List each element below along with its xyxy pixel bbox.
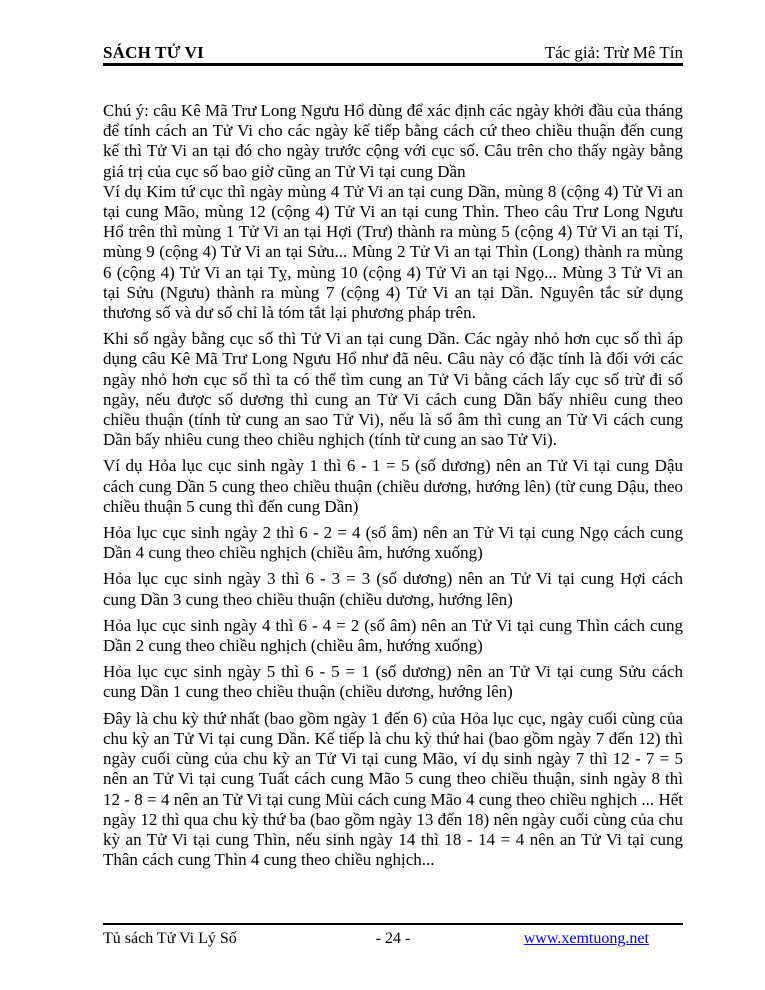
body-paragraph-day5: Hỏa lục cục sinh ngày 5 thì 6 - 5 = 1 (số dương) nên an Tử Vi tại cung Sửu cách cung Dần 1 cung theo chiều thuận (chiều dương, hướng lên): [103, 662, 683, 702]
footer-page-number: - 24 -: [375, 930, 411, 947]
page-footer: [103, 923, 683, 948]
page-header: [103, 0, 683, 66]
header-author: Tác giả: Trừ Mê Tín: [544, 43, 683, 62]
body-paragraph-note: Chú ý: câu Kê Mã Trư Long Ngưu Hổ dùng để xác định các ngày khởi đầu của tháng để tính cách an Tử Vi cho các ngày kế tiếp bằng cách cứ theo chiều thuận đến cung kế thì Tử Vi an tại đó cho ngày trước cộng với cục số. Câu trên cho thấy ngày bằng giá trị của cục số bao giờ cũng an Tử Vi tại cung Dần: [103, 101, 683, 181]
body-paragraph-rule: Khi số ngày bằng cục số thì Tử Vi an tại cung Dần. Các ngày nhỏ hơn cục số thì áp dụng câu Kê Mã Trư Long Ngưu Hổ như đã nêu. Câu này có đặc tính là đối với các ngày nhỏ hơn cục số thì ta có thể tìm cung an Tử Vi bằng cách lấy cục số trừ đi số ngày, nếu được số dương thì cung an Tử Vi cách cung Dần bấy nhiêu cung theo chiều thuận (tính từ cung an sao Tử Vi), nếu là số âm thì cung an Tử Vi cách cung Dần bấy nhiêu cung theo chiều nghịch (tính từ cung an sao Tử Vi).: [103, 329, 683, 450]
body-paragraph-day4: Hỏa lục cục sinh ngày 4 thì 6 - 4 = 2 (số âm) nên an Tử Vi tại cung Thìn cách cung Dần 2 cung theo chiều nghịch (chiều âm, hướng xuống): [103, 615, 683, 656]
body-paragraph-day3: Hỏa lục cục sinh ngày 3 thì 6 - 3 = 3 (số dương) nên an Tử Vi tại cung Hợi cách cung Dần 3 cung theo chiều thuận (chiều dương, hướng lên): [103, 569, 683, 609]
body-paragraph-day2: Hỏa lục cục sinh ngày 2 thì 6 - 2 = 4 (số âm) nên an Tử Vi tại cung Ngọ cách cung Dần 4 cung theo chiều nghịch (chiều âm, hướng xuống): [103, 523, 683, 563]
header-book-title: SÁCH TỬ VI: [103, 43, 204, 62]
footer-link-cell: [490, 929, 683, 948]
body-paragraph-day1: Ví dụ Hỏa lục cục sinh ngày 1 thì 6 - 1 = 5 (số dương) nên an Tử Vi tại cung Dậu cách cung Dần 5 cung theo chiều thuận (chiều dương, hướng lên) (từ cung Dậu, theo chiều thuận 5 cung thì đến cung Dần): [103, 456, 683, 516]
footer-website-link[interactable]: www.xemtuong.net: [523, 930, 649, 947]
footer-series-title: Tủ sách Tử Vi Lý Số: [103, 930, 237, 947]
body-paragraph-cycles: Đây là chu kỳ thứ nhất (bao gồm ngày 1 đến 6) của Hỏa lục cục, ngày cuối cùng của chu kỳ an Tử Vi tại cung Dần. Kế tiếp là chu kỳ thứ hai (bao gồm ngày 7 đến 12) thì ngày cuối cùng của chu kỳ an Tử Vi tại cung Mão, ví dụ sinh ngày 7 thì 12 - 7 = 5 nên an Tử Vi tại cung Tuất cách cung Mão 5 cung theo chiều thuận, sinh ngày 8 thì 12 - 8 = 4 nên an Tử Vi tại cung Mùi cách cung Mão 4 cung theo chiều nghịch ... Hết ngày 12 thì qua chu kỳ thứ ba (bao gồm ngày 13 đến 18) nên ngày cuối cùng của chu kỳ an Tử Vi tại cung Thìn, nếu sinh ngày 14 thì 18 - 14 = 4 nên an Tử Vi tại cung Thân cách cung Thìn 4 cung theo chiều nghịch...: [103, 708, 683, 870]
body-paragraph-example-kim: Ví dụ Kim tứ cục thì ngày mùng 4 Tử Vi an tại cung Dần, mùng 8 (cộng 4) Tử Vi an tại cung Mão, mùng 12 (cộng 4) Tử Vi an tại cung Thìn. Theo câu Trư Long Ngưu Hổ trên thì mùng 1 Tử Vi an tại Hợi (Trư) thành ra mùng 5 (cộng 4) Tử Vi an tại Tí, mùng 9 (cộng 4) Tử Vi an tại Sửu... Mùng 2 Tử Vi an tại Thìn (Long) thành ra mùng 6 (cộng 4) Tử Vi an tại Tỵ, mùng 10 (cộng 4) Tử Vi an tại Ngọ... Mùng 3 Tử Vi an tại Sửu (Ngưu) thành ra mùng 7 (cộng 4) Tử Vi an tại Dần. Nguyên tắc sử dụng thương số và dư số chỉ là tóm tắt lại phương pháp trên.: [103, 181, 683, 323]
page-body: [103, 95, 683, 870]
